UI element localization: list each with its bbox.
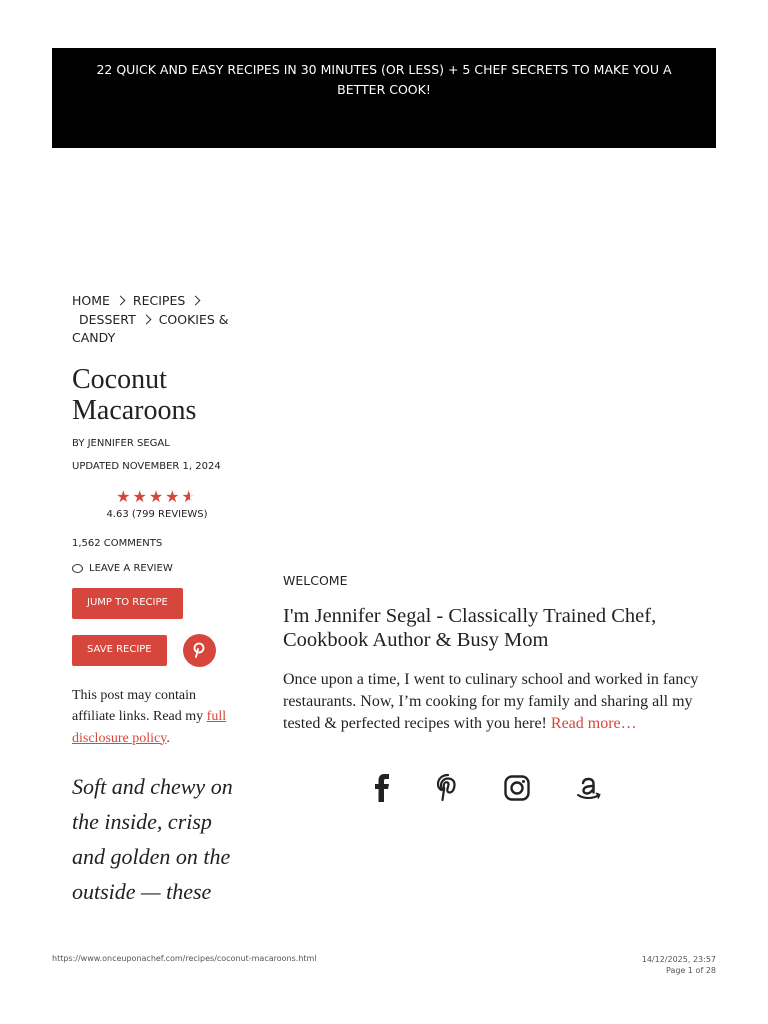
star-icon: ★ [132, 488, 149, 506]
affiliate-disclosure [72, 685, 242, 750]
star-icon: ★ [116, 488, 133, 506]
print-footer-meta [642, 954, 716, 976]
chevron-right-icon [115, 296, 125, 306]
star-icon: ★ [148, 488, 166, 506]
page-number: Page 1 of 28 [666, 966, 716, 975]
print-footer-url: https://www.onceuponachef.com/recipes/coconut-macaroons.html [52, 954, 317, 963]
facebook-link[interactable] [367, 772, 397, 804]
jump-to-recipe-button[interactable]: JUMP TO RECIPE [72, 588, 183, 619]
read-more-link[interactable]: Read more… [550, 715, 637, 732]
promo-banner-text: 22 QUICK AND EASY RECIPES IN 30 MINUTES (OR LESS) + 5 CHEF SECRETS TO MAKE YOU A BETTER COOK! [96, 62, 672, 97]
star-rating[interactable] [72, 489, 242, 507]
welcome-body [283, 669, 703, 735]
affiliate-period: . [166, 730, 170, 746]
breadcrumb-dessert[interactable]: DESSERT [79, 311, 136, 327]
print-datetime: 14/12/2025, 23:57 [641, 955, 716, 964]
breadcrumb-category[interactable]: COOKIES & CANDY [72, 311, 229, 345]
comments-count[interactable]: 1,562 COMMENTS [72, 537, 163, 549]
welcome-label: WELCOME [283, 573, 348, 588]
chevron-right-icon [191, 296, 201, 306]
chevron-right-icon [141, 314, 151, 324]
pinterest-link[interactable] [433, 772, 463, 804]
facebook-icon [374, 774, 390, 802]
welcome-headline: I'm Jennifer Segal - Classically Trained Chef, Cookbook Author & Busy Mom [283, 605, 657, 651]
breadcrumb-recipes[interactable]: RECIPES [132, 293, 186, 308]
leave-review-label: LEAVE A REVIEW [89, 562, 173, 574]
save-recipe-button[interactable]: SAVE RECIPE [72, 635, 167, 666]
intro-text: Soft and chewy on the inside, crisp and golden on the outside — these [72, 774, 233, 904]
promo-banner[interactable] [52, 48, 716, 148]
author-byline[interactable]: BY JENNIFER SEGAL [72, 437, 170, 449]
instagram-link[interactable] [502, 772, 532, 804]
star-icon: ★ [165, 488, 182, 506]
leave-review-link[interactable] [72, 563, 242, 574]
article-header [72, 292, 242, 909]
instagram-icon [504, 775, 530, 801]
pinterest-icon [192, 642, 206, 658]
amazon-icon [575, 774, 603, 802]
page-title: Coconut Macaroons [72, 363, 197, 426]
pinterest-icon [436, 773, 460, 803]
rating-summary[interactable]: 4.63 (799 REVIEWS) [106, 508, 208, 520]
amazon-link[interactable] [574, 772, 604, 804]
affiliate-text: This post may contain affiliate links. Read my [72, 687, 207, 724]
breadcrumb-home[interactable]: HOME [72, 293, 110, 308]
half-star-icon: ★ [181, 488, 198, 506]
pinterest-share-button[interactable] [183, 634, 216, 667]
welcome-body-text: Once upon a time, I went to culinary school and worked in fancy restaurants. Now, I’m cooking for my family and sharing all my tested & perfected recipes with you here! [283, 671, 699, 732]
comment-bubble-icon [72, 564, 83, 573]
save-actions [72, 634, 242, 667]
welcome-widget [283, 573, 703, 735]
disclosure-policy-link[interactable]: full disclosure policy [72, 709, 227, 746]
breadcrumb [72, 292, 242, 348]
social-links [362, 772, 612, 808]
updated-date: UPDATED NOVEMBER 1, 2024 [72, 460, 221, 472]
